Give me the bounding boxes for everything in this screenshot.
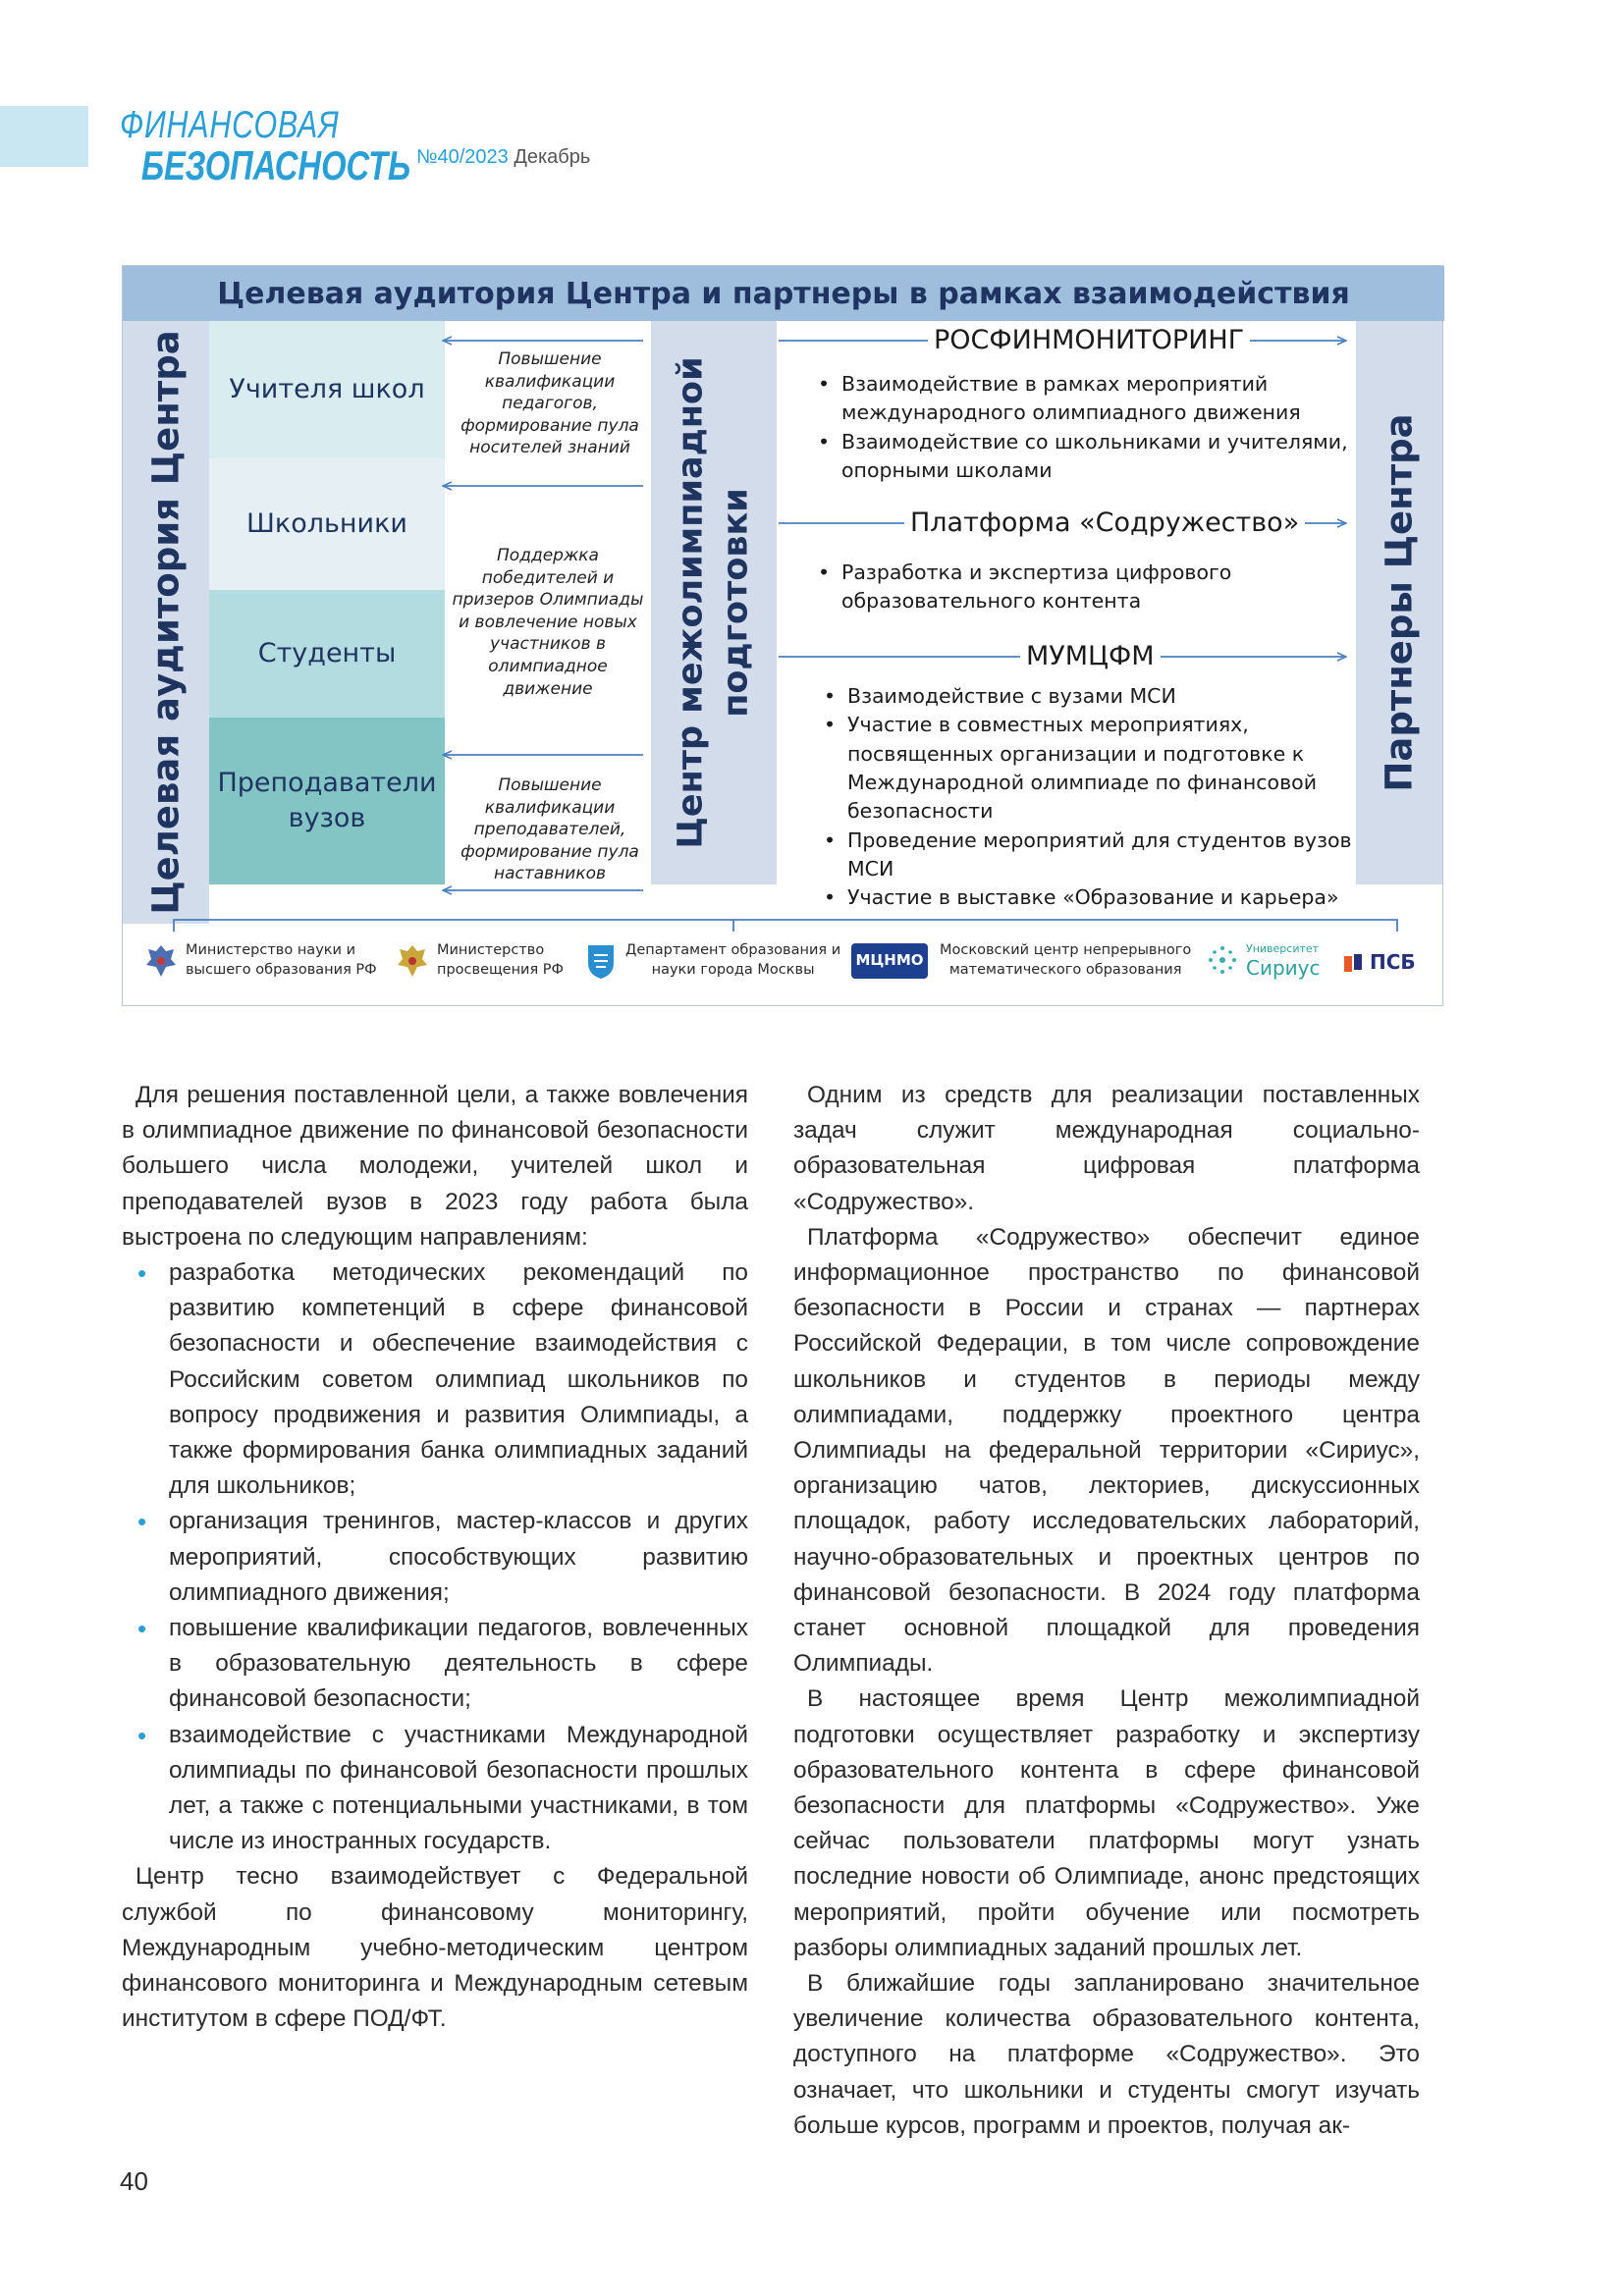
partner-mumcfm: МУМЦФМ [1020, 641, 1161, 671]
note-teachers: Повышение квалификации педагогов, формирование пула носителей знаний [460, 349, 639, 458]
logo-text-line: Министерство [437, 942, 545, 959]
partners-label: Партнеры Центра [1378, 413, 1421, 792]
mccme-badge: МЦНМО [851, 943, 928, 979]
list-item: • Проведение мероприятий для студентов вузов МСИ [824, 827, 1354, 884]
logo-mccme [851, 941, 1191, 980]
list-item: • организация тренингов, мастер-классов и других мероприятий, способствующих развитию олимпиадного движения; [122, 1504, 748, 1611]
audience-university-teachers: Преподаватели вузов [209, 718, 445, 884]
issue-info [416, 146, 590, 169]
logo-text-line: Департамент образования и [625, 942, 841, 959]
moscow-shield-icon [584, 941, 618, 981]
list-item: • разработка методических рекомендаций по развитию компетенций в сфере финансовой безопасности и обеспечение взаимодействия с Российским советом олимпиад школьников по вопросу продвижения и развития Олимпиады, а также формирования банка олимпиадных заданий для школьников; [122, 1255, 748, 1504]
issue-month: Декабрь [514, 146, 591, 168]
logo-moscow-dept [584, 941, 840, 981]
audience-students: Студенты [209, 590, 445, 718]
list-item: • Взаимодействие со школьниками и учителями, опорными школами [818, 428, 1348, 486]
paragraph: Одним из средств для реализации поставленных задач служит международная социально-образовательная цифровая платформа «Содружество». [793, 1082, 1420, 1215]
logo-text-line: просвещения РФ [437, 962, 565, 978]
note-university-teachers: Повышение квалификации преподавателей, формирование пула наставников [460, 775, 639, 884]
page-number: 40 [120, 2166, 148, 2196]
logo-ministry-education [396, 941, 564, 981]
list-item: • повышение квалификации педагогов, вовлеченных в образовательную деятельность в сфере финансовой безопасности; [122, 1611, 748, 1718]
sirius-dots-icon [1207, 944, 1238, 976]
partner-logos-row [123, 934, 1444, 1002]
logo-text-line: Министерство науки и [186, 942, 355, 959]
partner-platform-list [818, 559, 1348, 616]
closing-paragraph: Центр тесно взаимодействует с Федеральной службой по финансовому мониторингу, Международным учебно-методическим центром финансового мониторинга и Международным сетевым институтом в сфере ПОД/ФТ. [122, 1863, 748, 2033]
list-item: • Разработка и экспертиза цифрового образовательного контента [818, 559, 1348, 616]
paragraph: Платформа «Содружество» обеспечит единое информационное пространство по финансовой безопасности в России и странах — партнерах Российской Федерации, в том числе сопровождение школьников и студентов в периоды между олимпиадами, поддержку проектного центра Олимпиады на федеральной территории «Сириус», организацию чатов, лекториев, дискуссионных площадок, работу исследовательских лабораторий, научно-образовательных и проектных центров по финансовой безопасности. В 2024 году платформа станет основной площадкой для проведения Олимпиады. [793, 1223, 1420, 1678]
audience-school-teachers: Учителя школ [209, 321, 445, 458]
partner-platform: Платформа «Содружество» [904, 507, 1305, 538]
audience-schoolchildren: Школьники [209, 458, 445, 590]
list-item: • Взаимодействие в рамках мероприятий международного олимпиадного движения [818, 370, 1348, 428]
list-item: • Участие в выставке «Образование и карьера» [824, 883, 1354, 912]
partner-rosfin-list [818, 370, 1348, 485]
left-column [122, 1078, 748, 2037]
logo-text-line: Московский центр непрерывного [940, 942, 1192, 958]
diagram-title: Целевая аудитория Центра и партнеры в рамках взаимодействия [123, 266, 1444, 321]
target-audience-label: Целевая аудитория Центра [144, 330, 188, 915]
paragraph: В настоящее время Центр межолимпиадной подготовки осуществляет разработку и экспертизу образовательного контента в сфере финансовой безопасности для платформы «Содружество». Уже сейчас пользователи платформы могут узнать последние новости об Олимпиаде, анонс предстоящих мероприятий, пройти обучение или посмотреть разборы олимпиадных заданий прошлых лет. [793, 1685, 1420, 1961]
logos-bracket [174, 920, 1397, 932]
logo-text-line: Сириус [1246, 955, 1321, 980]
list-item: • Взаимодействие с вузами МСИ [824, 682, 1354, 711]
audience-partners-diagram [122, 265, 1443, 1006]
logo-ministry-science [144, 941, 377, 981]
journal-title-line2: БЕЗОПАСНОСТЬ [140, 142, 411, 188]
section-tab-mark [0, 106, 88, 167]
partner-mumcfm-list [824, 682, 1354, 913]
issue-number: №40/2023 [416, 146, 509, 168]
logo-text-line: высшего образования РФ [186, 962, 377, 978]
logo-psb [1342, 949, 1416, 976]
psb-mark-icon [1342, 952, 1364, 974]
eagle-emblem-icon [144, 941, 178, 981]
logo-sirius [1207, 941, 1321, 980]
directions-list [122, 1255, 748, 1859]
center-label-line2: подготовки [716, 488, 755, 718]
right-column [793, 1078, 1420, 2144]
list-item: • взаимодействие с участниками Международной олимпиады по финансовой безопасности прошлых лет, а также с потенциальными участниками, в том числе из иностранных государств. [122, 1718, 748, 1860]
partner-rosfin: РОСФИНМОНИТОРИНГ [928, 325, 1250, 355]
intro-paragraph: Для решения поставленной цели, а также вовлечения в олимпиадное движение по финансовой безопасности большего числа молодежи, учителей школ и преподавателей вузов в 2023 году работа была выстроена по следующим направлениям: [122, 1082, 748, 1251]
center-label-line1: Центр межолимпиадной [671, 356, 711, 849]
logo-text-line: науки города Москвы [651, 962, 815, 978]
logo-text-line: математического образования [948, 961, 1182, 978]
note-schoolchildren: Поддержка победителей и призеров Олимпиады и вовлечение новых участников в олимпиадное движение [452, 546, 644, 699]
paragraph: В ближайшие годы запланировано значительное увеличение количества образовательного контента, доступного на платформе «Содружество». Это означает, что школьники и студенты смогут изучать больше курсов, программ и проектов, получая ак- [793, 1970, 1420, 2139]
journal-title [120, 106, 410, 187]
journal-title-line1: ФИНАНСОВАЯ [120, 104, 340, 146]
logo-text-line: ПСБ [1370, 950, 1416, 974]
list-item: • Участие в совместных мероприятиях, посвященных организации и подготовке к Международной олимпиаде по финансовой безопасности [824, 711, 1354, 826]
eagle-emblem-icon [396, 941, 429, 981]
logo-text-line: Университет [1246, 942, 1320, 955]
